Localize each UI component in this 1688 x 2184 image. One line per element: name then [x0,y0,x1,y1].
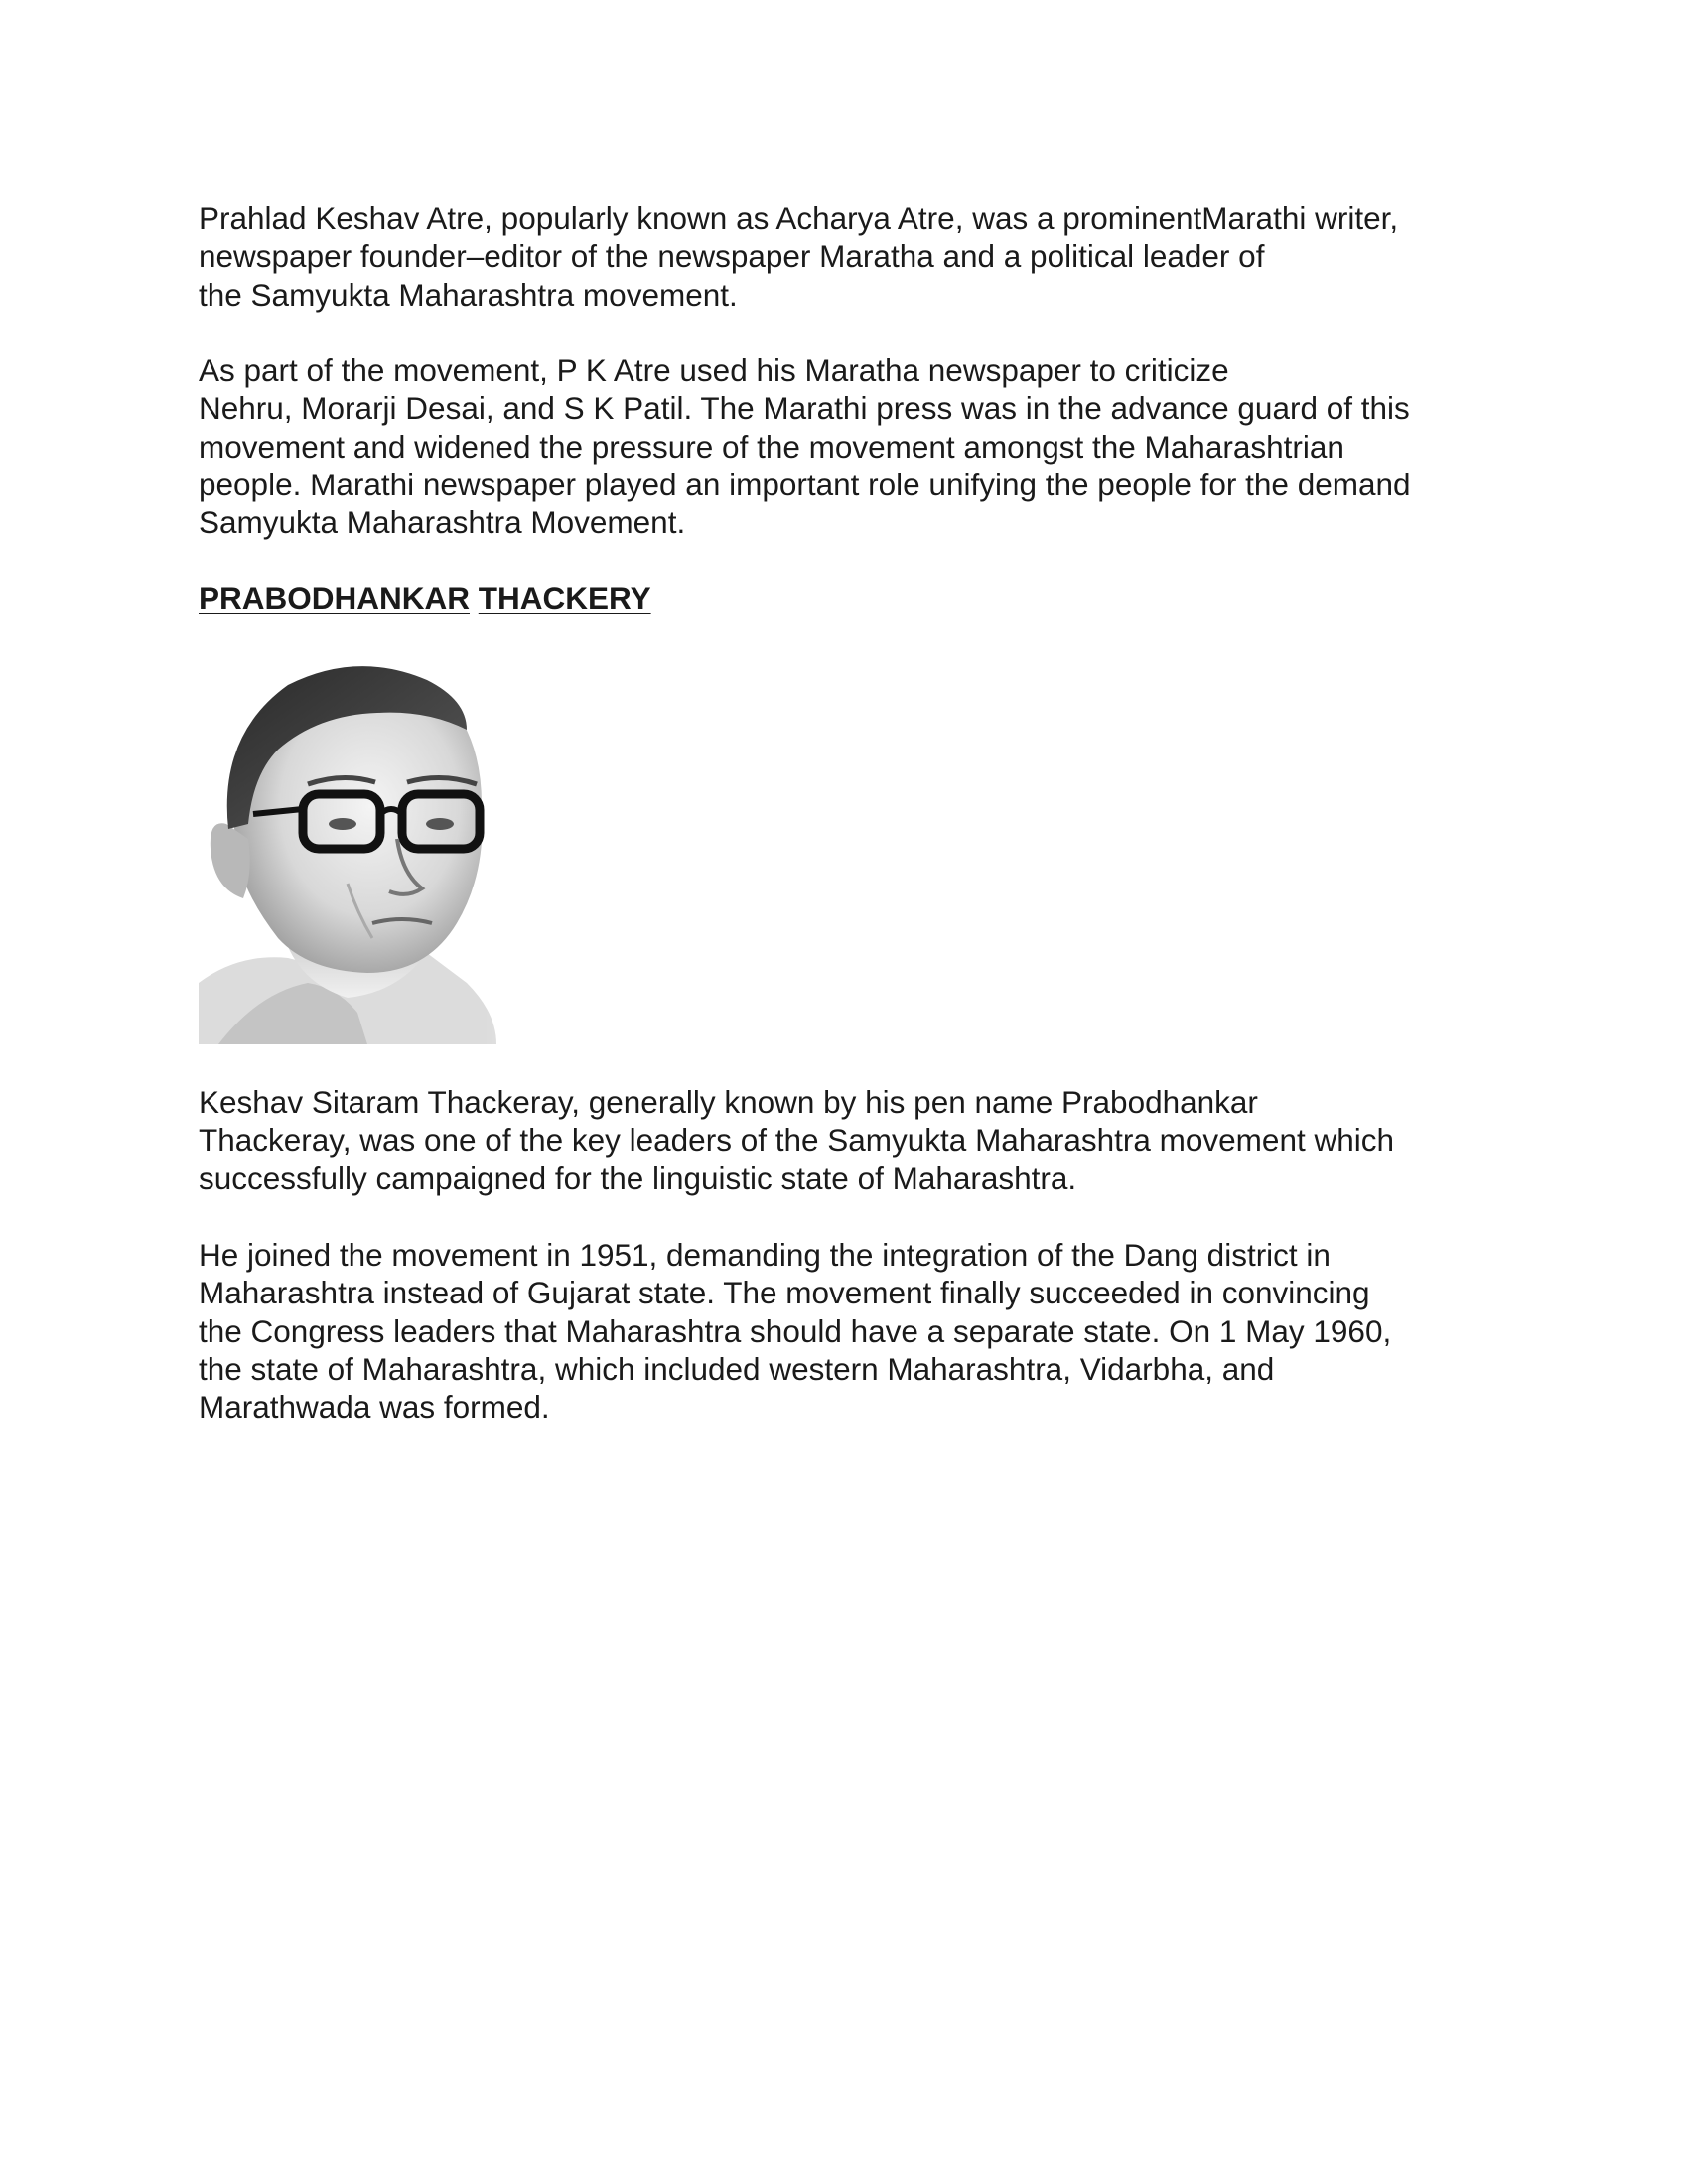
text-line: movement and widened the pressure of the movement amongst the Maharashtrian [199,428,1344,465]
text-line: newspaper founder–editor of the newspaper Maratha and a political leader of [199,238,1265,275]
heading-word-prabodhankar: PRABODHANKAR [199,580,470,615]
text-line: Samyukta Maharashtra Movement. [199,504,686,541]
text-line: the Samyukta Maharashtra movement. [199,276,738,313]
paragraph-thackeray-movement [199,1236,1499,1426]
text-line: Prahlad Keshav Atre, popularly known as Acharya Atre, was a prominentMarathi writer, [199,201,1399,236]
paragraph-atre-movement [199,351,1499,541]
text-line: Marathwada was formed. [199,1389,550,1426]
text-line: people. Marathi newspaper played an important role unifying the people for the demand [199,466,1411,502]
text-line: the state of Maharashtra, which included western Maharashtra, Vidarbha, and [199,1350,1275,1387]
text-line: Keshav Sitaram Thackeray, generally known by his pen name Prabodhankar [199,1084,1258,1120]
text-line: He joined the movement in 1951, demanding the integration of the Dang district in [199,1237,1331,1273]
text-line: successfully campaigned for the linguistic state of Maharashtra. [199,1160,1077,1196]
section-heading [199,579,651,616]
text-line: Thackeray, was one of the key leaders of the Samyukta Maharashtra movement which [199,1122,1394,1159]
text-line: the Congress leaders that Maharashtra should have a separate state. On 1 May 1960, [199,1312,1392,1349]
heading-word-thackery: THACKERY [478,580,651,615]
paragraph-thackeray-intro [199,1083,1499,1197]
text-line: Nehru, Morarji Desai, and S K Patil. The Marathi press was in the advance guard of this [199,390,1410,427]
text-line: As part of the movement, P K Atre used his Maratha newspaper to criticize [199,352,1229,388]
text-line: Maharashtra instead of Gujarat state. The movement finally succeeded in convincing [199,1275,1370,1311]
portrait-photo-icon [199,655,715,1044]
paragraph-atre-intro [199,200,1499,314]
